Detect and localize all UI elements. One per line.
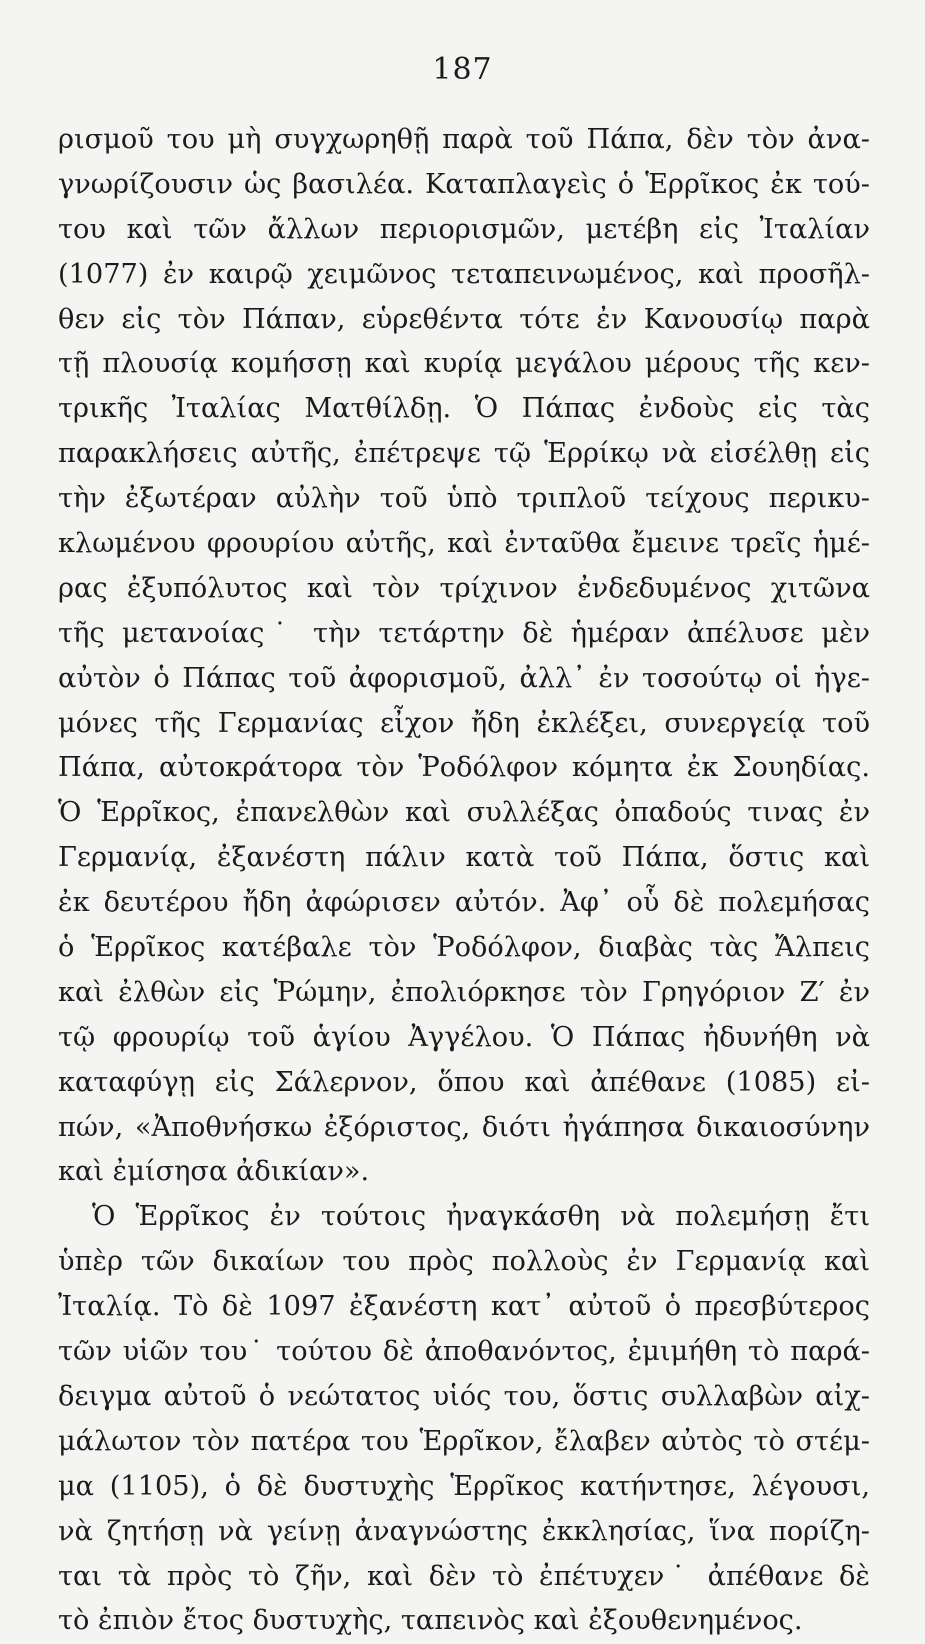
- text-line: καὶ ἐμίσησα ἀδικίαν».: [58, 1156, 370, 1188]
- text-line: μάλωτον τὸν πατέρα του Ἑρρῖκον, ἔλαβεν αὐτὸς τὸ στέμ-: [58, 1425, 870, 1457]
- text-line: παρακλήσεις αὐτῆς, ἐπέτρεψε τῷ Ἑρρίκῳ νὰ εἰσέλθῃ εἰς: [58, 438, 870, 470]
- text-line: του καὶ τῶν ἄλλων περιορισμῶν, μετέβη εἰς Ἰταλίαν: [58, 213, 870, 245]
- text-line: ἐκ δευτέρου ἤδη ἀφώρισεν αὐτόν. Ἀφ᾽ οὗ δὲ πολεμήσας: [58, 887, 870, 919]
- text-line: τρικῆς Ἰταλίας Ματθίλδῃ. Ὁ Πάπας ἐνδοὺς εἰς τὰς: [58, 393, 870, 425]
- text-line: καὶ ἐλθὼν εἰς Ῥώμην, ἐπολιόρκησε τὸν Γρηγόριον Ζ′ ἐν: [58, 976, 870, 1008]
- text-line: θεν εἰς τὸν Πάπαν, εὑρεθέντα τότε ἐν Κανουσίῳ παρὰ: [58, 303, 870, 335]
- text-line: Ἰταλίᾳ. Τὸ δὲ 1097 ἐξανέστη κατ᾽ αὐτοῦ ὁ πρεσβύτερος: [58, 1291, 870, 1323]
- text-line: μα (1105), ὁ δὲ δυστυχὴς Ἑρρῖκος κατήντησε, λέγουσι,: [58, 1470, 870, 1502]
- text-line: Ὁ Ἑρρῖκος ἐν τούτοις ἠναγκάσθη νὰ πολεμήσῃ ἔτι: [92, 1201, 870, 1233]
- text-line: ὁ Ἑρρῖκος κατέβαλε τὸν Ῥοδόλφον, διαβὰς τὰς Ἄλπεις: [58, 932, 870, 964]
- text-line: τὴν ἐξωτέραν αὐλὴν τοῦ ὑπὸ τριπλοῦ τείχους περικυ-: [58, 483, 870, 515]
- text-line: Πάπα, αὐτοκράτορα τὸν Ῥοδόλφον κόμητα ἐκ Σουηδίας.: [58, 752, 870, 784]
- body-text: [58, 118, 870, 1644]
- text-line: ρισμοῦ του μὴ συγχωρηθῇ παρὰ τοῦ Πάπα, δὲν τὸν ἀνα-: [58, 124, 870, 155]
- text-line: πών, «Ἀποθνήσκω ἐξόριστος, διότι ἠγάπησα δικαιοσύνην: [58, 1111, 870, 1143]
- text-line: κλωμένου φρουρίου αὐτῆς, καὶ ἐνταῦθα ἔμεινε τρεῖς ἡμέ-: [58, 528, 870, 560]
- text-line: τὸ ἐπιὸν ἔτος δυστυχὴς, ταπεινὸς καὶ ἐξουθενημένος.: [58, 1605, 803, 1637]
- text-line: Γερμανίᾳ, ἐξανέστη πάλιν κατὰ τοῦ Πάπα, ὅστις καὶ: [58, 842, 870, 874]
- text-line: νὰ ζητήσῃ νὰ γείνῃ ἀναγνώστης ἐκκλησίας, ἵνα πορίζη-: [58, 1515, 870, 1547]
- text-line: μόνες τῆς Γερμανίας εἶχον ἤδη ἐκλέξει, συνεργείᾳ τοῦ: [58, 707, 870, 739]
- text-line: δειγμα αὐτοῦ ὁ νεώτατος υἱός του, ὅστις συλλαβὼν αἰχ-: [58, 1380, 870, 1412]
- page-number: 187: [432, 52, 493, 87]
- text-line: τῆς μετανοίας˙ τὴν τετάρτην δὲ ἡμέραν ἀπέλυσε μὲν: [58, 617, 870, 649]
- text-line: τῶν υἱῶν του˙ τούτου δὲ ἀποθανόντος, ἐμιμήθη τὸ παρά-: [58, 1336, 870, 1368]
- text-line: (1077) ἐν καιρῷ χειμῶνος τεταπεινωμένος, καὶ προσῆλ-: [58, 258, 870, 290]
- text-line: Ὁ Ἑρρῖκος, ἐπανελθὼν καὶ συλλέξας ὀπαδούς τινας ἐν: [58, 797, 870, 829]
- text-line: γνωρίζουσιν ὡς βασιλέα. Καταπλαγεὶς ὁ Ἑρρῖκος ἐκ τού-: [58, 168, 870, 200]
- text-line: καταφύγῃ εἰς Σάλερνον, ὅπου καὶ ἀπέθανε (1085) εἰ-: [58, 1066, 870, 1098]
- text-line: ὑπὲρ τῶν δικαίων του πρὸς πολλοὺς ἐν Γερμανίᾳ καὶ: [58, 1246, 870, 1278]
- text-line: ρας ἐξυπόλυτος καὶ τὸν τρίχινον ἐνδεδυμένος χιτῶνα: [58, 572, 870, 604]
- text-line: αὐτὸν ὁ Πάπας τοῦ ἀφορισμοῦ, ἀλλ᾽ ἐν τοσούτῳ οἱ ἡγε-: [58, 662, 870, 694]
- text-line: τῷ φρουρίῳ τοῦ ἁγίου Ἀγγέλου. Ὁ Πάπας ἠδυνήθη νὰ: [58, 1021, 870, 1053]
- text-line: τῇ πλουσίᾳ κομήσσῃ καὶ κυρίᾳ μεγάλου μέρους τῆς κεν-: [58, 348, 870, 380]
- text-line: ται τὰ πρὸς τὸ ζῆν, καὶ δὲν τὸ ἐπέτυχεν˙ ἀπέθανε δὲ: [58, 1560, 870, 1592]
